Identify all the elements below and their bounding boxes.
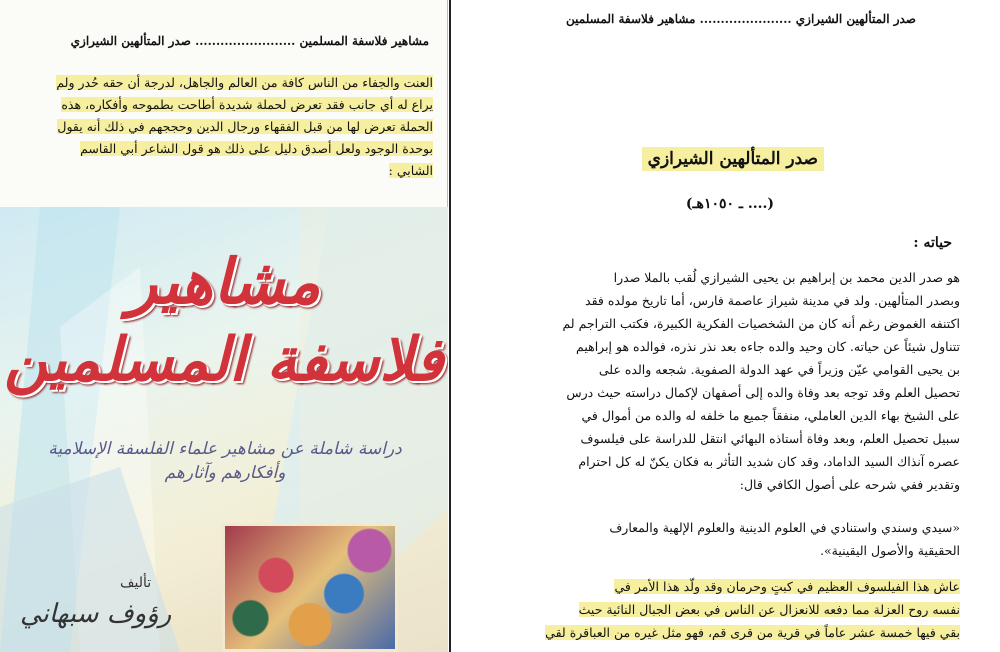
left-running-header: مشاهير فلاسفة المسلمين ........................ صدر المتألهين الشيرازي xyxy=(70,34,429,48)
para1-line-10: وتقدير ففي شرحه على أصول الكافي قال: xyxy=(739,477,960,492)
left-line-2: يراع له أي جانب فقد تعرض لحملة شديدة أطاحت بطموحه وأفكاره، هذه xyxy=(61,97,433,112)
cover-title-line2: فلاسفة المسلمين xyxy=(4,325,444,395)
chapter-title: صدر المتألهين الشيرازي xyxy=(642,147,824,171)
cover-author-label: تأليف xyxy=(120,575,152,591)
para1-line-6: تحصيل العلم وقد توجه بعد وفاة والده إلى أصفهان لإكمال دراسته حيث درس xyxy=(566,385,960,400)
highlighted-paragraph xyxy=(490,575,960,644)
left-line-5: الشابي : xyxy=(388,163,433,178)
para1-line-8: سبيل تحصيل العلم، وبعد وفاة أستاذه البهائي انتقل للدراسة على فيلسوف xyxy=(580,431,960,446)
biography-paragraph xyxy=(490,266,960,496)
right-page xyxy=(449,0,1000,652)
left-body-text xyxy=(13,72,433,182)
para2-line-1: عاش هذا الفيلسوف العظيم في كبتٍ وحرمان وقد ولّد هذا الأمر في xyxy=(614,579,960,594)
cover-subtitle xyxy=(20,437,430,485)
para2-line-3: بقي فيها خمسة عشر عاماً في قرية من قرى قم، فهو مثل غيره من العباقرة لقي xyxy=(545,625,960,640)
para1-line-1: هو صدر الدين محمد بن إبراهيم بن يحيى الشيرازي لُقب بالملا صدرا xyxy=(613,270,960,285)
para2-line-2: نفسه روح العزلة مما دفعه للانعزال عن الناس في بعض الجبال النائية حيث xyxy=(578,602,960,617)
book-cover xyxy=(0,207,448,652)
left-line-1: العنت والجفاء من الناس كافة من العالم والجاهل، لدرجة أن حقه حُدر ولم xyxy=(56,75,433,90)
cover-author-name: رؤوف سبهاني xyxy=(20,599,172,629)
section-heading: حياته : xyxy=(913,235,952,251)
para1-line-9: عصره آنذاك السيد الداماد، وقد كان شديد التأثر به فكان يكنّ له كل احترام xyxy=(578,454,960,469)
quote-line-2: الحقيقية والأصول اليقينية». xyxy=(820,543,960,558)
para1-line-2: وبصدر المتألهين. ولد في مدينة شيراز عاصمة فارس، أما تاريخ مولده فقد xyxy=(585,293,960,308)
left-line-3: الحملة تعرض لها من قبل الفقهاء ورجال الدين وحججهم في ذلك أنه يقول xyxy=(57,119,433,134)
para1-line-4: تتناول شيئاً عن حياته. كان وحيد والده جاءه بعد نذر نذره، فوالده هو إبراهيم xyxy=(576,339,960,354)
left-line-4: بوحدة الوجود ولعل أصدق دليل على ذلك هو قول الشاعر أبي القاسم xyxy=(80,141,433,156)
para1-line-5: بن يحيى القوامي عيّن وزيراً في عهد الدولة الصفوية. شجعه والده على xyxy=(598,362,960,377)
right-running-header: صدر المتألهين الشيرازي ...................... مشاهير فلاسفة المسلمين xyxy=(566,12,916,26)
para1-line-3: اكتنفه الغموض رغم أنه كان من الشخصيات الفكرية الكبيرة، فكتب التراجم لم xyxy=(562,316,960,331)
cover-subtitle-line2: وأفكارهم وآثارهم xyxy=(164,463,286,483)
chapter-dates: (.... ـ ١٠٥٠هـ) xyxy=(685,196,774,212)
para1-line-7: على الشيخ بهاء الدين العاملي، منفقاً جميع ما خلفه له والده من أموال في xyxy=(581,408,960,423)
cover-painting-image xyxy=(222,523,398,652)
quote-line-1: «سيدي وسندي واستنادي في العلوم الدينية والعلوم الإلهية والمعارف xyxy=(609,520,960,535)
cover-subtitle-line1: دراسة شاملة عن مشاهير علماء الفلسفة الإسلامية xyxy=(48,439,402,459)
quote-block xyxy=(490,516,960,562)
cover-title-line1: مشاهير xyxy=(127,245,321,318)
left-page-fragment xyxy=(0,0,448,207)
